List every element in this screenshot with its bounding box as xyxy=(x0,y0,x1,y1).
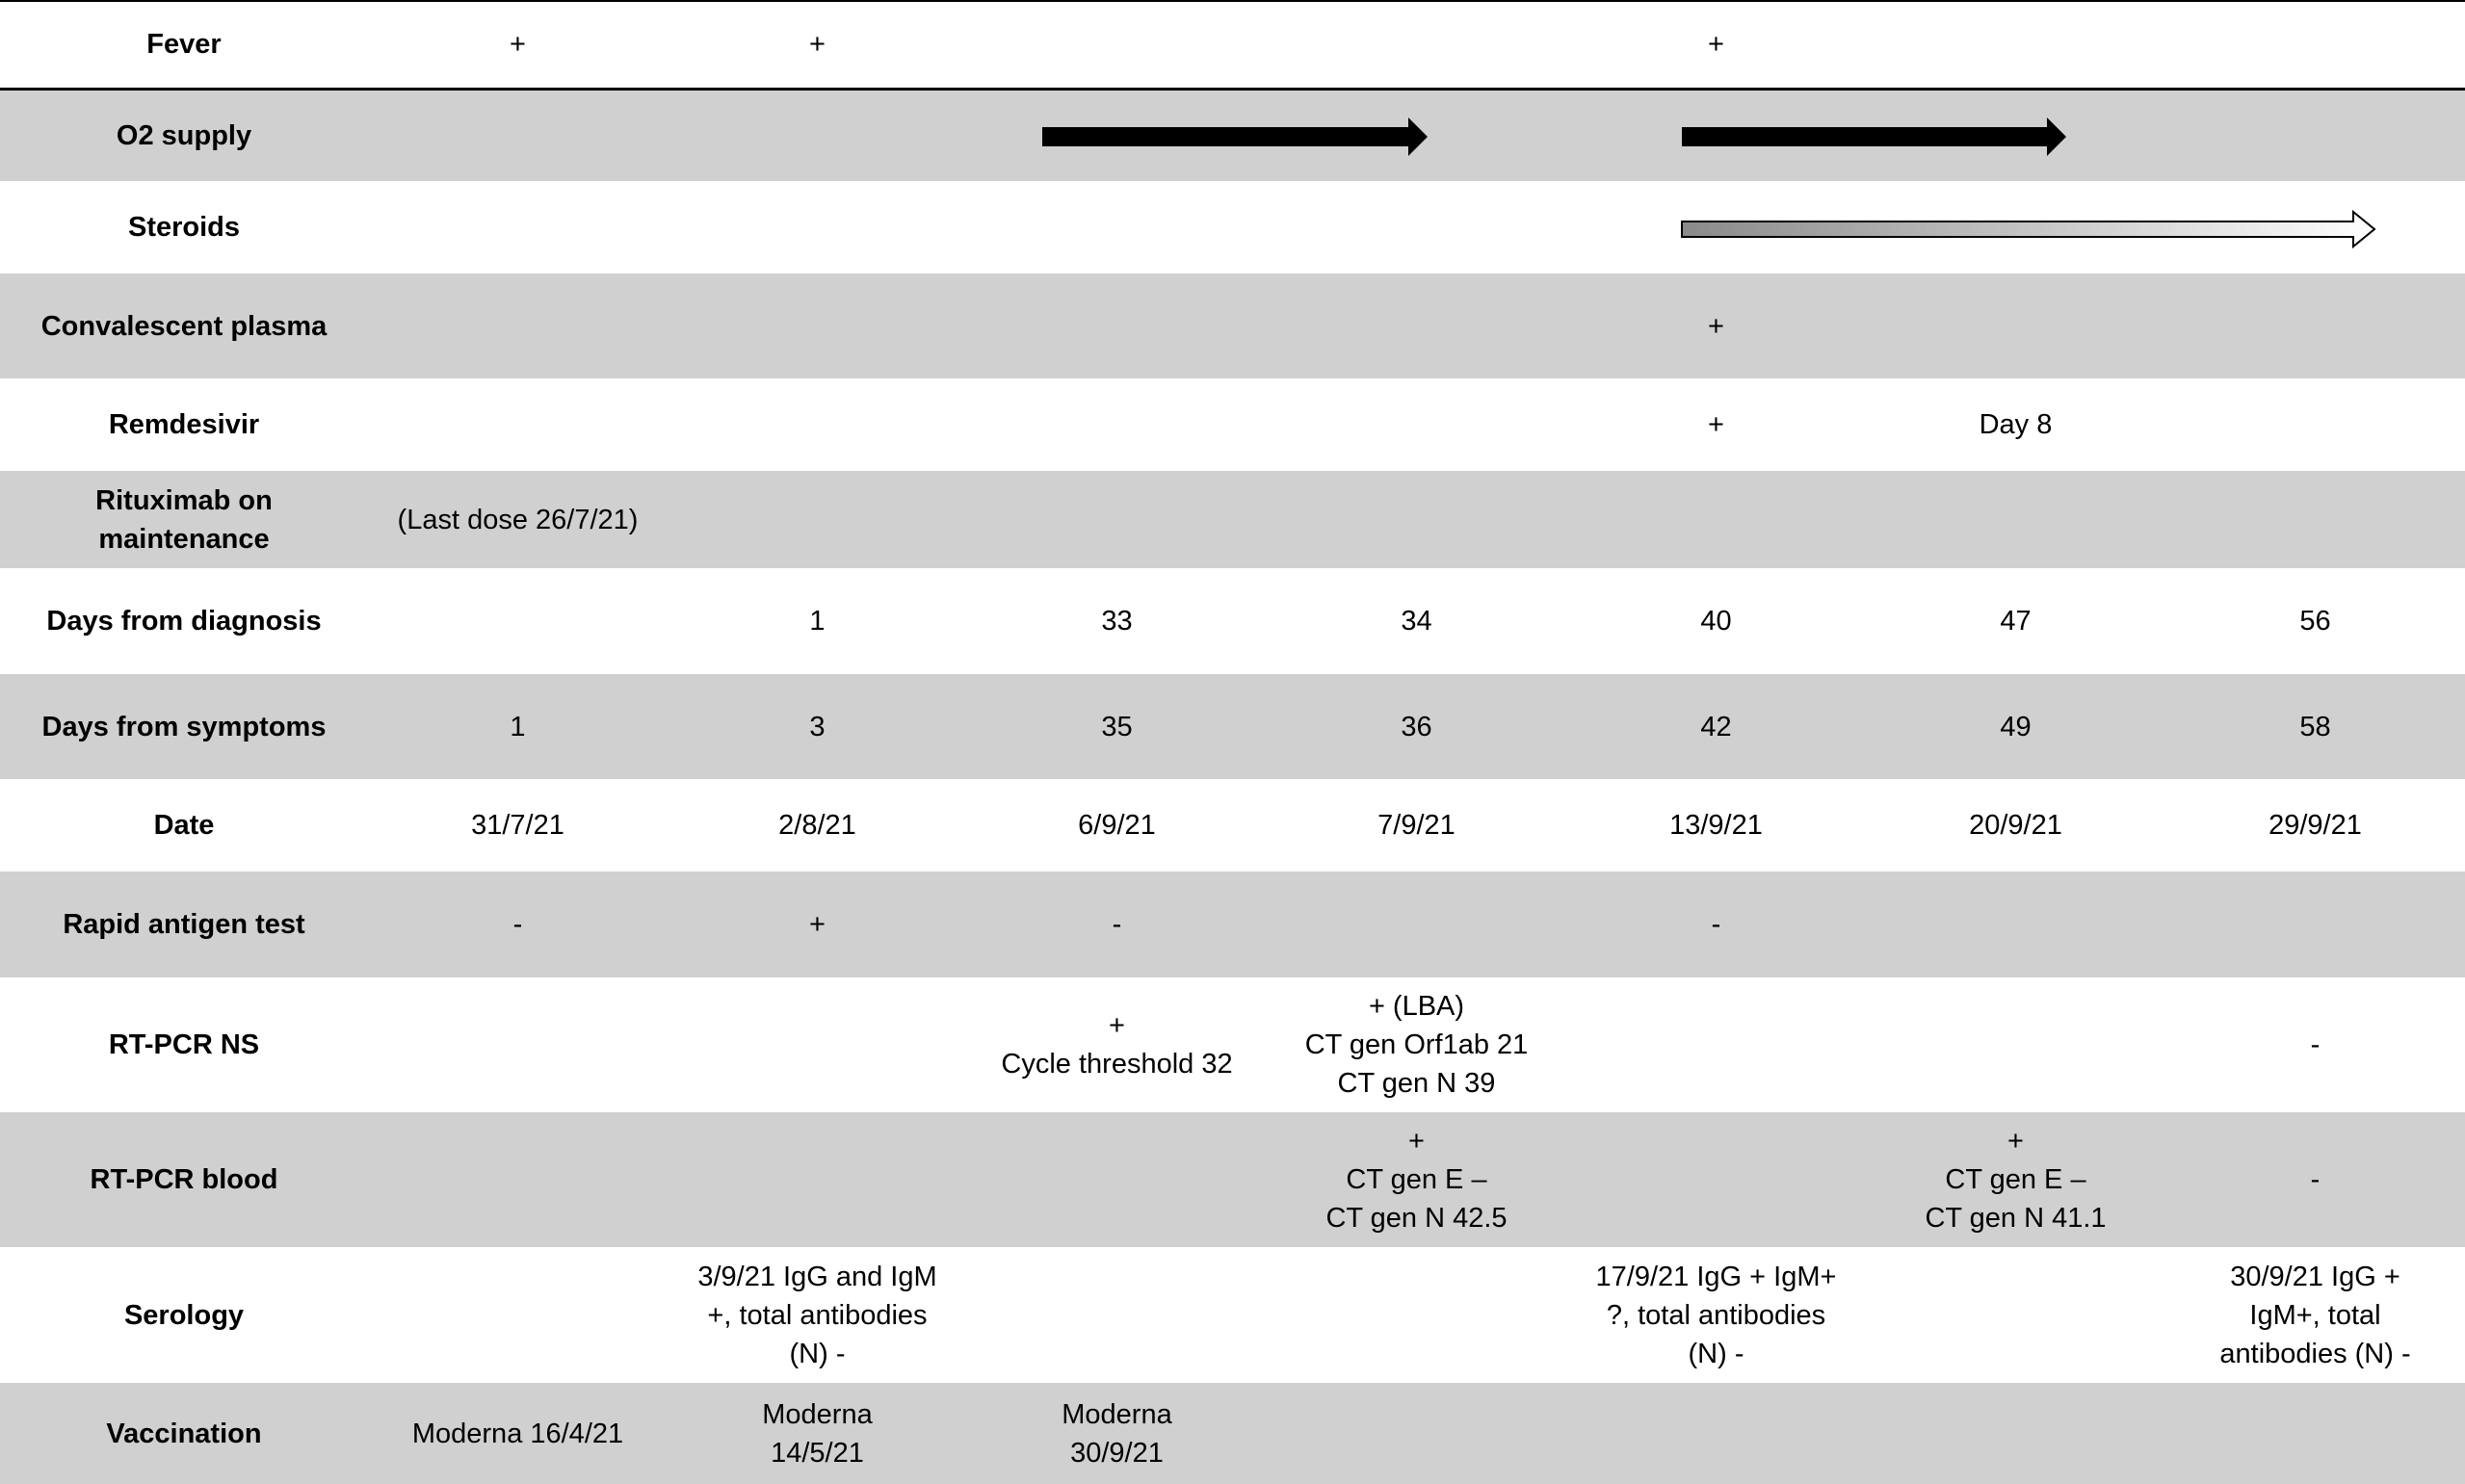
cell-col-3: 35 xyxy=(967,674,1267,779)
cell-col-6: 47 xyxy=(2000,606,2032,637)
cell-col-2 xyxy=(668,89,967,181)
cell-col-4 xyxy=(1267,1,1566,89)
cell-col-5: + xyxy=(1566,273,1866,378)
cell-col-1 xyxy=(368,181,668,273)
cell-col-2: + xyxy=(668,872,967,977)
cell-col-5: 40 xyxy=(1700,606,1732,637)
cell-col-7 xyxy=(2165,872,2465,977)
cell-col-1 xyxy=(368,977,668,1112)
cell-col-7: - xyxy=(2165,1112,2465,1247)
cell-col-7: 29/9/21 xyxy=(2268,810,2362,841)
row-days-from-symptoms xyxy=(0,674,2465,779)
row-o2-supply xyxy=(0,89,2465,181)
cell-col-2: 1 xyxy=(809,606,826,637)
row-rituximab-on-maintenance xyxy=(0,471,2465,568)
cell-col-1 xyxy=(368,1247,668,1383)
cell-col-5 xyxy=(1566,1112,1866,1247)
row-date xyxy=(0,779,2465,872)
cell-col-5: + xyxy=(1566,1,1866,89)
cell-col-4 xyxy=(1267,181,1566,273)
cell-col-7: 30/9/21 IgG + IgM+, total antibodies (N) - xyxy=(2219,1261,2411,1369)
cell-col-6: 49 xyxy=(1866,674,2165,779)
cell-col-6 xyxy=(1866,872,2165,977)
cell-col-5 xyxy=(1566,181,1866,273)
cell-col-6 xyxy=(1866,1383,2165,1484)
cell-col-5 xyxy=(1566,89,1866,181)
row-vaccination xyxy=(0,1383,2465,1484)
row-label: RT-PCR NS xyxy=(108,1029,260,1060)
cell-col-2: 3/9/21 IgG and IgM +, total antibodies (N) - xyxy=(697,1261,937,1369)
cell-col-2 xyxy=(668,1112,967,1247)
row-label: Convalescent plasma xyxy=(0,273,368,378)
cell-col-3: + Cycle threshold 32 xyxy=(1001,1010,1233,1080)
cell-col-3: - xyxy=(967,872,1267,977)
row-serology xyxy=(0,1247,2465,1383)
cell-col-7 xyxy=(2165,1,2465,89)
cell-col-3 xyxy=(967,471,1267,568)
cell-col-4 xyxy=(1267,89,1566,181)
cell-col-4: 7/9/21 xyxy=(1377,810,1455,841)
cell-col-5 xyxy=(1566,471,1866,568)
row-label: Date xyxy=(153,810,215,841)
cell-col-1: 31/7/21 xyxy=(471,810,564,841)
cell-col-6 xyxy=(1866,1247,2165,1383)
cell-col-3 xyxy=(967,1,1267,89)
cell-col-7: 58 xyxy=(2165,674,2465,779)
cell-col-6 xyxy=(1866,181,2165,273)
cell-col-6 xyxy=(1866,471,2165,568)
cell-col-4 xyxy=(1267,1383,1566,1484)
cell-col-3: 33 xyxy=(1101,606,1133,637)
cell-col-4 xyxy=(1267,378,1566,471)
row-fever xyxy=(0,1,2465,89)
cell-col-7: 56 xyxy=(2299,606,2331,637)
row-label: Steroids xyxy=(127,212,241,243)
cell-col-1: 1 xyxy=(368,674,668,779)
row-label: Fever xyxy=(0,1,368,89)
cell-col-1: Moderna 16/4/21 xyxy=(368,1383,668,1484)
cell-col-7 xyxy=(2165,89,2465,181)
cell-col-7 xyxy=(2165,471,2465,568)
cell-col-4 xyxy=(1267,471,1566,568)
cell-col-5 xyxy=(1566,977,1866,1112)
cell-col-2 xyxy=(668,181,967,273)
cell-col-2 xyxy=(668,977,967,1112)
row-convalescent-plasma xyxy=(0,273,2465,378)
row-label: RT-PCR blood xyxy=(0,1112,368,1247)
cell-col-1 xyxy=(368,378,668,471)
row-rt-pcr-ns xyxy=(0,977,2465,1112)
cell-col-3: 6/9/21 xyxy=(1078,810,1156,841)
cell-col-6: Day 8 xyxy=(1979,409,2053,440)
cell-col-4 xyxy=(1267,273,1566,378)
row-label: O2 supply xyxy=(0,89,368,181)
cell-col-4: 34 xyxy=(1401,606,1432,637)
cell-col-6 xyxy=(1866,977,2165,1112)
cell-col-1: + xyxy=(368,1,668,89)
cell-col-2: 2/8/21 xyxy=(778,810,856,841)
cell-col-1 xyxy=(368,89,668,181)
cell-col-4: + (LBA) CT gen Orf1ab 21 CT gen N 39 xyxy=(1304,991,1529,1099)
cell-col-6: + CT gen E – CT gen N 41.1 xyxy=(1866,1112,2165,1247)
row-label: Rapid antigen test xyxy=(0,872,368,977)
cell-col-5: 42 xyxy=(1566,674,1866,779)
cell-col-3 xyxy=(967,378,1267,471)
cell-col-1: (Last dose 26/7/21) xyxy=(368,471,668,568)
cell-col-3 xyxy=(967,181,1267,273)
cell-col-2: + xyxy=(668,1,967,89)
cell-col-7 xyxy=(2165,378,2465,471)
cell-col-3 xyxy=(967,273,1267,378)
row-label: Days from symptoms xyxy=(0,674,368,779)
cell-col-5 xyxy=(1566,1383,1866,1484)
cell-col-4: + CT gen E – CT gen N 42.5 xyxy=(1267,1112,1566,1247)
cell-col-7: - xyxy=(2310,1029,2321,1060)
cell-col-2: 3 xyxy=(668,674,967,779)
cell-col-1 xyxy=(368,1112,668,1247)
row-label: Serology xyxy=(123,1299,245,1331)
cell-col-5: 17/9/21 IgG + IgM+ ?, total antibodies (N) - xyxy=(1595,1261,1837,1369)
cell-col-4: 36 xyxy=(1267,674,1566,779)
cell-col-3 xyxy=(967,1112,1267,1247)
cell-col-2: Moderna 14/5/21 xyxy=(668,1383,967,1484)
cell-col-2 xyxy=(668,273,967,378)
cell-col-6 xyxy=(1866,273,2165,378)
cell-col-3 xyxy=(967,89,1267,181)
cell-col-4 xyxy=(1267,1247,1566,1383)
cell-col-3 xyxy=(967,1247,1267,1383)
cell-col-2 xyxy=(668,471,967,568)
row-label: Days from diagnosis xyxy=(46,606,322,637)
cell-col-7 xyxy=(2165,181,2465,273)
cell-col-5: - xyxy=(1566,872,1866,977)
cell-col-5: 13/9/21 xyxy=(1669,810,1763,841)
cell-col-1: - xyxy=(368,872,668,977)
row-rt-pcr-blood xyxy=(0,1112,2465,1247)
cell-col-7 xyxy=(2165,273,2465,378)
cell-col-5: + xyxy=(1708,409,1724,440)
row-label: Rituximab on maintenance xyxy=(0,471,368,568)
cell-col-4 xyxy=(1267,872,1566,977)
row-days-from-diagnosis xyxy=(0,568,2465,674)
cell-col-1 xyxy=(368,273,668,378)
cell-col-1 xyxy=(368,568,668,674)
cell-col-6 xyxy=(1866,89,2165,181)
cell-col-7 xyxy=(2165,1383,2465,1484)
cell-col-3: Moderna 30/9/21 xyxy=(967,1383,1267,1484)
row-steroids xyxy=(0,181,2465,273)
cell-col-6 xyxy=(1866,1,2165,89)
row-rapid-antigen-test xyxy=(0,872,2465,977)
row-remdesivir xyxy=(0,378,2465,471)
cell-col-2 xyxy=(668,378,967,471)
row-label: Vaccination xyxy=(0,1383,368,1484)
row-label: Remdesivir xyxy=(108,409,260,440)
cell-col-6: 20/9/21 xyxy=(1969,810,2062,841)
